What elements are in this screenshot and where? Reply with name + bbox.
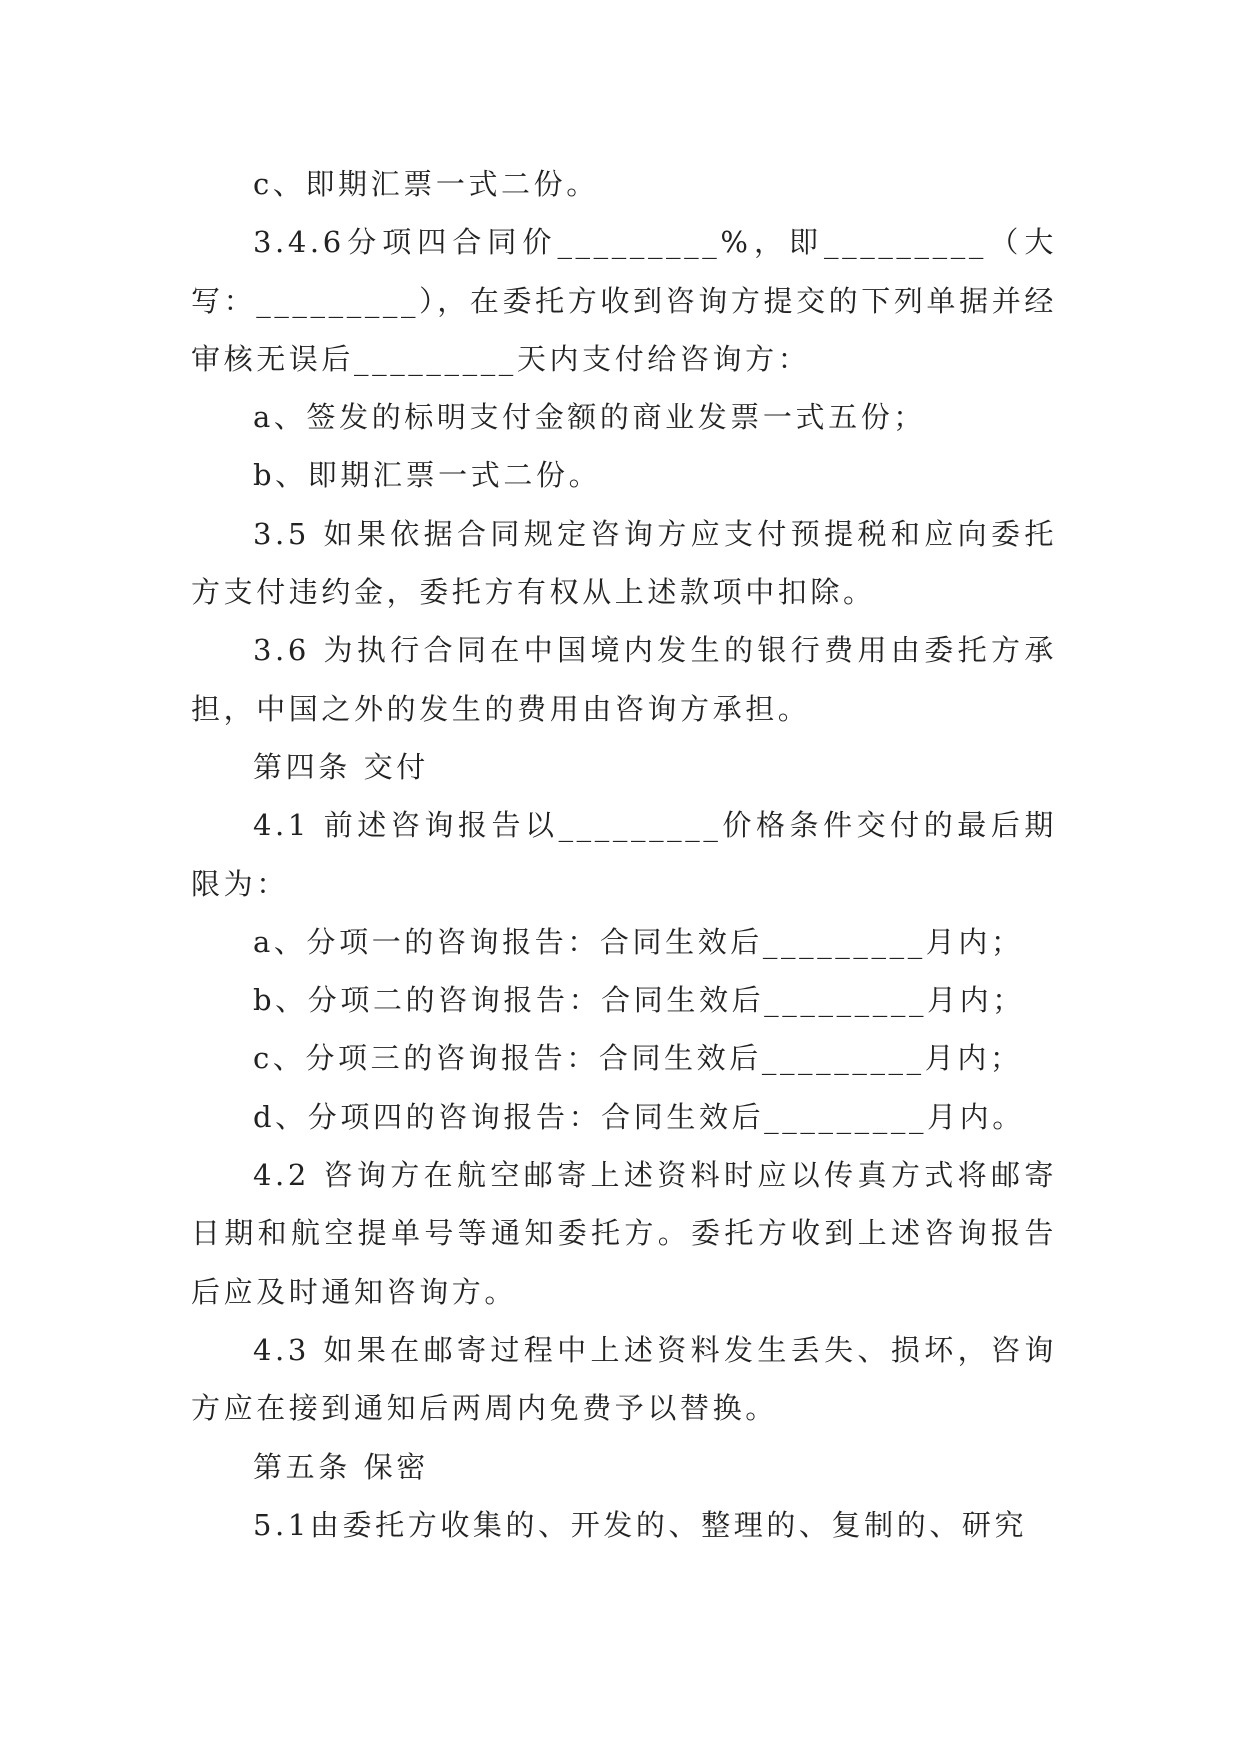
paragraph-3-6: 3.6 为执行合同在中国境内发生的银行费用由委托方承担，中国之外的发生的费用由咨询方承担。	[191, 633, 1057, 726]
paragraph-c-sight-draft: c、即期汇票一式二份。	[253, 167, 599, 201]
paragraph-3-4-6: 3.4.6分项四合同价_________%，即_________（大写：_________），在委托方收到咨询方提交的下列单据并经审核无误后_________天内支付给咨询方：	[191, 225, 1057, 376]
paragraph-4-2: 4.2 咨询方在航空邮寄上述资料时应以传真方式将邮寄日期和航空提单号等通知委托方。委托方收到上述咨询报告后应及时通知咨询方。	[191, 1158, 1057, 1309]
section-heading-article-4: 第四条 交付	[253, 749, 429, 784]
paragraph-4-3: 4.3 如果在邮寄过程中上述资料发生丢失、损坏，咨询方应在接到通知后两周内免费予以替换。	[191, 1332, 1057, 1426]
paragraph-3-5: 3.5 如果依据合同规定咨询方应支付预提税和应向委托方支付违约金，委托方有权从上述款项中扣除。	[191, 516, 1057, 610]
section-heading-article-5: 第五条 保密	[253, 1449, 429, 1484]
paragraph-4-1-c: c、分项三的咨询报告：合同生效后_________月内；	[253, 1041, 1023, 1076]
paragraph-b-sight-draft: b、即期汇票一式二份。	[253, 458, 602, 493]
paragraph-4-1: 4.1 前述咨询报告以_________价格条件交付的最后期限为：	[191, 808, 1057, 901]
paragraph-a-commercial-invoice: a、签发的标明支付金额的商业发票一式五份；	[253, 400, 926, 435]
paragraph-4-1-d: d、分项四的咨询报告：合同生效后_________月内。	[253, 1099, 1025, 1134]
paragraph-5-1: 5.1由委托方收集的、开发的、整理的、复制的、研究	[253, 1507, 1028, 1542]
paragraph-4-1-b: b、分项二的咨询报告：合同生效后_________月内；	[253, 983, 1025, 1018]
document-body	[191, 155, 1057, 1554]
paragraph-4-1-a: a、分项一的咨询报告：合同生效后_________月内；	[253, 924, 1024, 959]
